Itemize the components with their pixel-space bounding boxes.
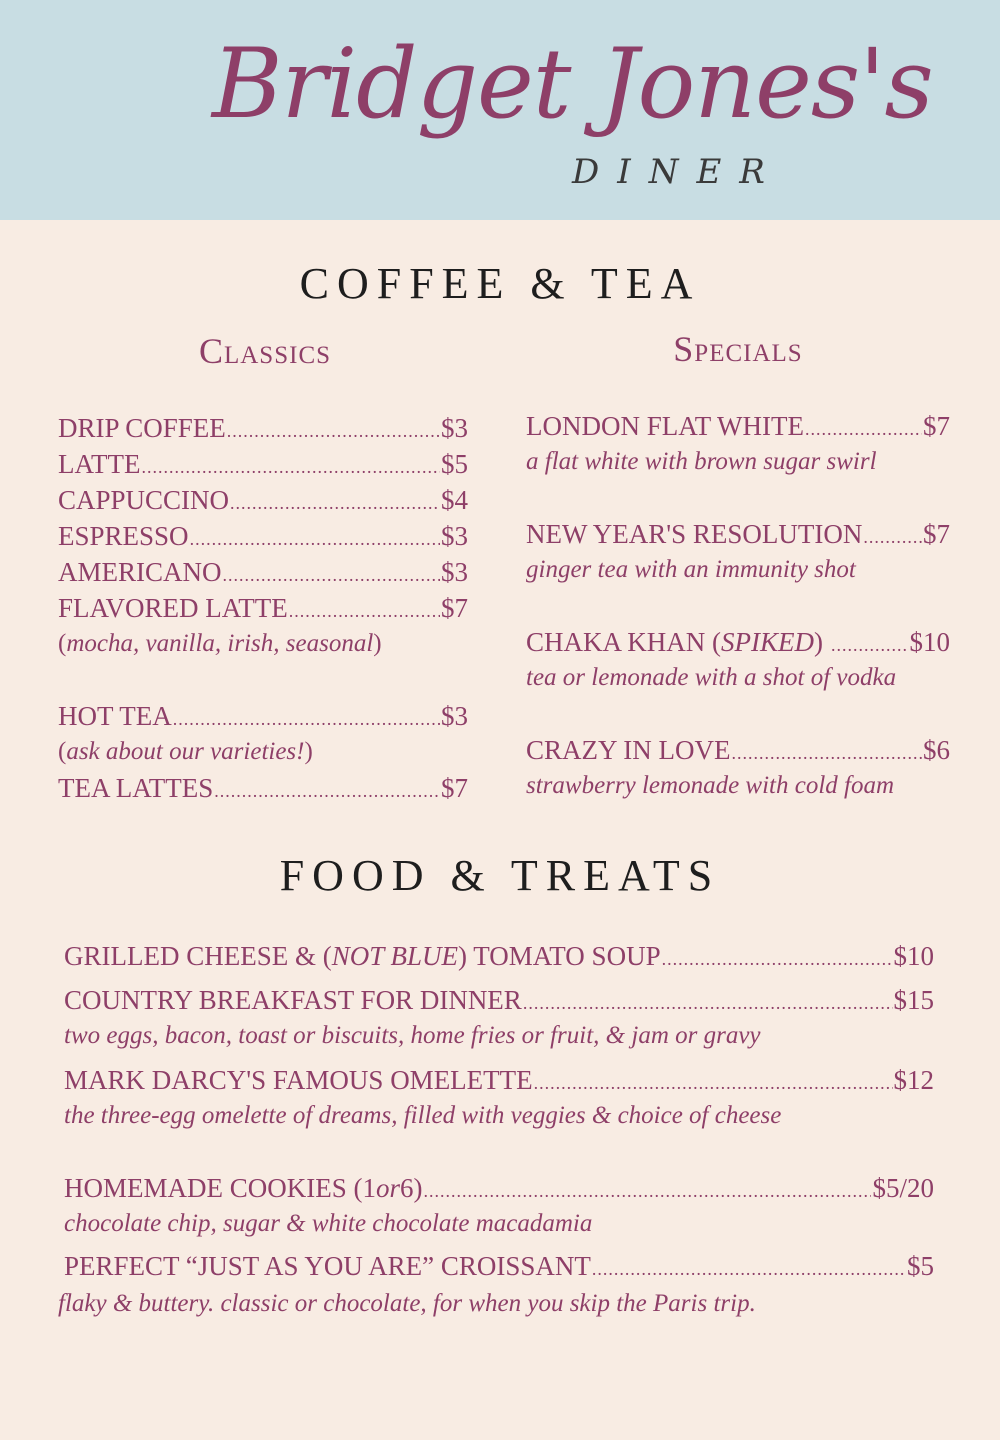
dot-leader	[424, 1173, 872, 1209]
item-name: HOT TEA	[58, 701, 172, 731]
flavored-note: (mocha, vanilla, irish, seasonal)	[58, 630, 382, 657]
menu-item	[58, 590, 468, 629]
brand-subtitle: DINER	[572, 152, 783, 192]
item-name-end: 6)	[400, 1173, 423, 1203]
dot-leader	[173, 701, 440, 737]
item-price: $7	[441, 593, 468, 623]
dot-leader	[214, 773, 440, 809]
item-price: $10	[893, 941, 934, 971]
item-description: a flat white with brown sugar swirl	[526, 448, 877, 475]
item-name: CAPPUCCINO	[58, 485, 230, 515]
menu-item	[526, 624, 950, 663]
item-price: $7	[441, 773, 468, 803]
item-price: $3	[441, 701, 468, 731]
item-name: TEA LATTES	[58, 773, 214, 803]
dot-leader	[534, 1065, 893, 1101]
item-price: $7	[923, 411, 950, 441]
menu-item	[58, 446, 468, 485]
item-price: $5	[907, 1251, 934, 1281]
item-name: CRAZY IN LOVE	[526, 735, 731, 765]
menu-item	[526, 408, 950, 447]
item-name: LATTE	[58, 449, 141, 479]
note-text: ask about our varieties!	[66, 738, 305, 765]
item-price: $3	[441, 521, 468, 551]
menu-item	[58, 554, 468, 593]
item-name: PERFECT “JUST AS YOU ARE” CROISSANT	[64, 1251, 591, 1281]
dot-leader	[863, 519, 922, 555]
specials-title: Specials	[673, 329, 803, 369]
menu-item	[64, 1170, 934, 1209]
dot-leader	[289, 593, 440, 629]
item-name: ESPRESSO	[58, 521, 189, 551]
item-price: $4	[441, 485, 468, 515]
item-description: ginger tea with an immunity shot	[526, 556, 856, 583]
note-text: mocha, vanilla, irish, seasonal	[66, 630, 374, 657]
classics-title: Classics	[198, 331, 332, 371]
menu-item	[526, 732, 950, 771]
item-name: GRILLED CHEESE & (	[64, 941, 332, 971]
item-name-emphasis: SPIKED	[721, 627, 814, 657]
item-description: chocolate chip, sugar & white chocolate macadamia	[64, 1210, 593, 1237]
item-name: COUNTRY BREAKFAST FOR DINNER	[64, 985, 522, 1015]
dot-leader	[141, 449, 440, 485]
item-name-emphasis: NOT BLUE	[331, 941, 459, 971]
item-name: AMERICANO	[58, 557, 222, 587]
dot-leader	[731, 735, 922, 771]
item-price: $3	[441, 557, 468, 587]
header-banner	[0, 0, 1000, 220]
dot-leader	[230, 485, 440, 521]
coffee-tea-title: COFFEE & TEA	[299, 259, 701, 308]
item-price: $15	[893, 985, 934, 1015]
item-name-emphasis: or	[376, 1173, 401, 1203]
brand-logo: Bridget Jones's	[212, 28, 933, 140]
item-description: strawberry lemonade with cold foam	[526, 772, 895, 799]
menu-item	[64, 982, 934, 1021]
dot-leader	[831, 627, 909, 663]
menu-item	[64, 1062, 934, 1101]
item-name: MARK DARCY'S FAMOUS OMELETTE	[64, 1065, 533, 1095]
item-price: $5	[441, 449, 468, 479]
menu-item	[58, 482, 468, 521]
menu-item	[58, 518, 468, 557]
dot-leader	[523, 985, 893, 1021]
dot-leader	[223, 557, 440, 593]
item-name: FLAVORED LATTE	[58, 593, 288, 623]
item-name: DRIP COFFEE	[58, 413, 226, 443]
menu-item	[64, 938, 934, 977]
dot-leader	[227, 413, 440, 449]
item-price: $7	[923, 519, 950, 549]
menu-item	[64, 1248, 934, 1287]
item-description: flaky & buttery. classic or chocolate, for when you skip the Paris trip.	[58, 1290, 756, 1317]
dot-leader	[190, 521, 440, 557]
food-treats-title: FOOD & TREATS	[279, 851, 721, 900]
dot-leader	[805, 411, 922, 447]
item-name: NEW YEAR'S RESOLUTION	[526, 519, 863, 549]
item-name-end: ) TOMATO SOUP	[458, 941, 661, 971]
menu-item	[58, 698, 468, 737]
menu-item	[58, 770, 468, 809]
item-name: HOMEMADE COOKIES (1	[64, 1173, 376, 1203]
item-description: the three-egg omelette of dreams, filled with veggies & choice of cheese	[64, 1102, 782, 1129]
item-description: tea or lemonade with a shot of vodka	[526, 664, 897, 691]
item-name-end: )	[813, 627, 823, 657]
item-price: $3	[441, 413, 468, 443]
item-price: $12	[893, 1065, 934, 1095]
item-description: two eggs, bacon, toast or biscuits, home fries or fruit, & jam or gravy	[64, 1022, 761, 1049]
tea-note: (ask about our varieties!)	[58, 738, 313, 765]
item-name: LONDON FLAT WHITE	[526, 411, 804, 441]
dot-leader	[592, 1251, 906, 1287]
item-price: $6	[923, 735, 950, 765]
dot-leader	[662, 941, 893, 977]
item-name: CHAKA KHAN (	[526, 627, 721, 657]
item-price: $5/20	[872, 1173, 934, 1203]
menu-item	[58, 410, 468, 449]
menu-item	[526, 516, 950, 555]
item-price: $10	[909, 627, 950, 657]
